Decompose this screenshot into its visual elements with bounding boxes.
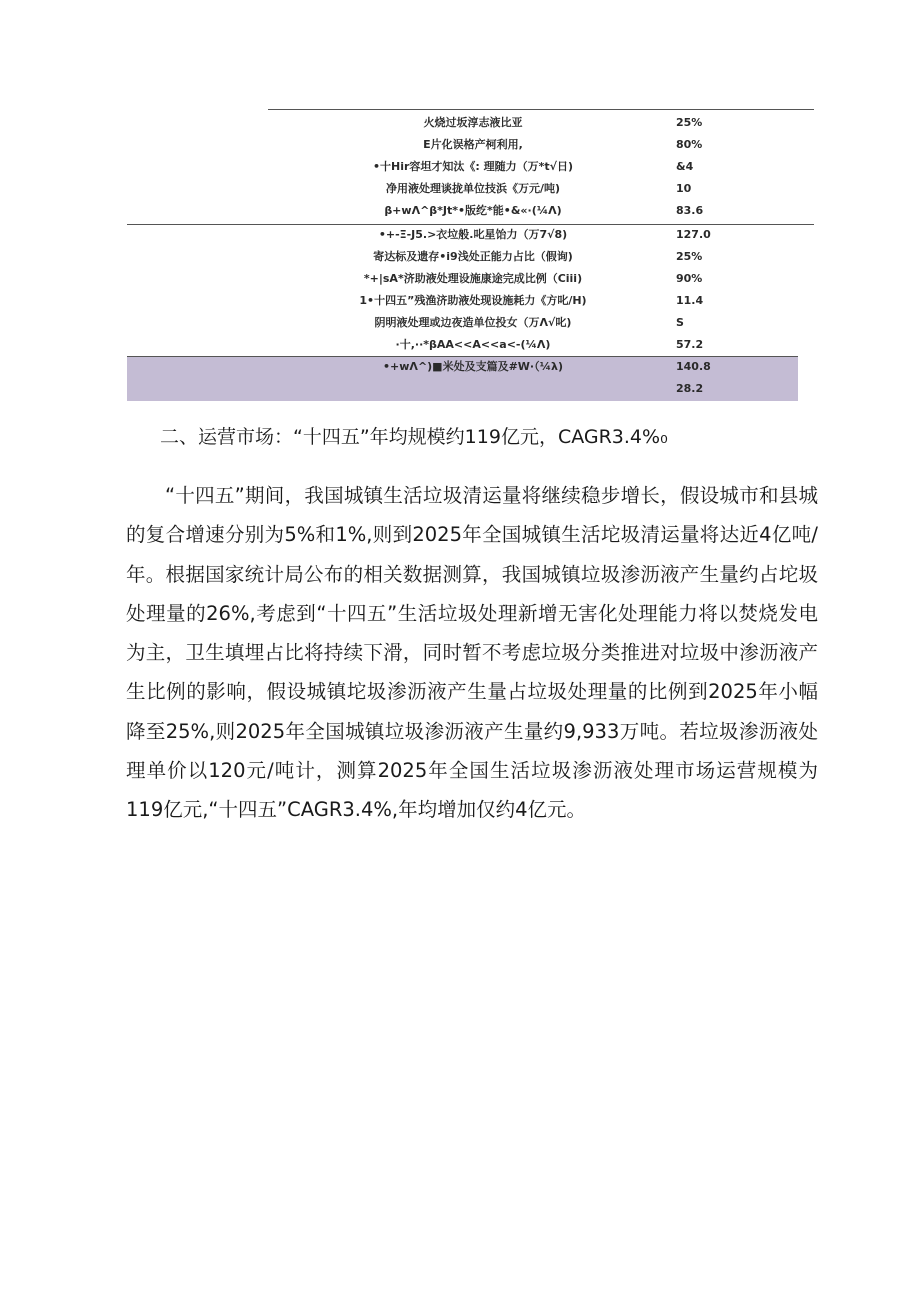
row-label: β+wΛ^β*Jt*•版纥*能•&«·(¼Λ) (384, 204, 562, 217)
row-label: 寄达标及遗存•i9浅处正能力占比（假询) (373, 250, 573, 263)
row-value: 80% (676, 138, 703, 151)
body-paragraph: “十四五”期间，我国城镇生活垃圾清运量将继续稳步增长，假设城市和县城的复合增速分别为5%和1%,则到2025年全国城镇生活坨圾清运量将达近4亿吨/年。根据国家统计局公布的相关数据测算，我国城镇垃圾渗沥液产生量约占坨圾处理量的26%,考虑到“十四五”生活垃圾处理新增无害化处理能力将以焚烧发电为主，卫生填埋占比将持续下滑，同时暂不考虑垃圾分类推进对垃圾中渗沥液产生比例的影响，假设城镇坨圾渗沥液产生量占垃圾处理量的比例到2025年小幅降至25%,则2025年全国城镇垃圾渗沥液产生量约9,933万吨。若垃圾渗沥液处理单价以120元/吨计，测算2025年全国生活垃圾渗沥液处理市场运营规模为119亿元,“十四五”CAGR3.4%,年均增加仅约4亿元。 (126, 484, 818, 822)
row-label: ·十,··*βAA<<A<<a<-(¼Λ) (395, 338, 551, 351)
row-value: &4 (676, 160, 694, 173)
row-label: 1•十四五”残渔济助液处现设施耗力《方叱/H) (359, 294, 587, 307)
table-top-rule (268, 109, 814, 110)
row-label: *+|sA*济助液处理设施康途完成比例（Ciii) (363, 272, 583, 285)
row-value: 83.6 (676, 204, 704, 217)
row-label: •+wΛ^)■米处及支篇及#W·（¼λ) (383, 360, 563, 373)
row-label: •+-Ξ-J5.>衣垃般.叱星饴力（万7√8) (378, 228, 568, 241)
row-value: 25% (676, 116, 703, 129)
row-label: 净用液处理谈拢单位技浜《万元/吨) (385, 182, 561, 195)
row-value: 25% (676, 250, 703, 263)
row-value: 57.2 (676, 338, 704, 351)
row-value: 10 (676, 182, 692, 195)
row-value: 11.4 (676, 294, 704, 307)
section-heading: 二、运营市场：“十四五”年均规模约119亿元，CAGR3.4%₀ (160, 426, 668, 448)
row-value: 28.2 (676, 382, 704, 395)
row-label: 阴明液处理或边夜造单位投女（万Λ√叱) (374, 316, 572, 329)
row-label: E片化误格产柯利用, (423, 138, 523, 151)
data-table (0, 0, 920, 402)
row-label: 火烧过坂淳志液比亚 (423, 116, 523, 129)
row-value: 140.8 (676, 360, 711, 373)
row-value: 90% (676, 272, 703, 285)
row-value: S (676, 316, 684, 329)
row-label: •十Hir容坦才知汰《: 理随力（万*t√日) (372, 160, 574, 173)
row-value: 127.0 (676, 228, 711, 241)
